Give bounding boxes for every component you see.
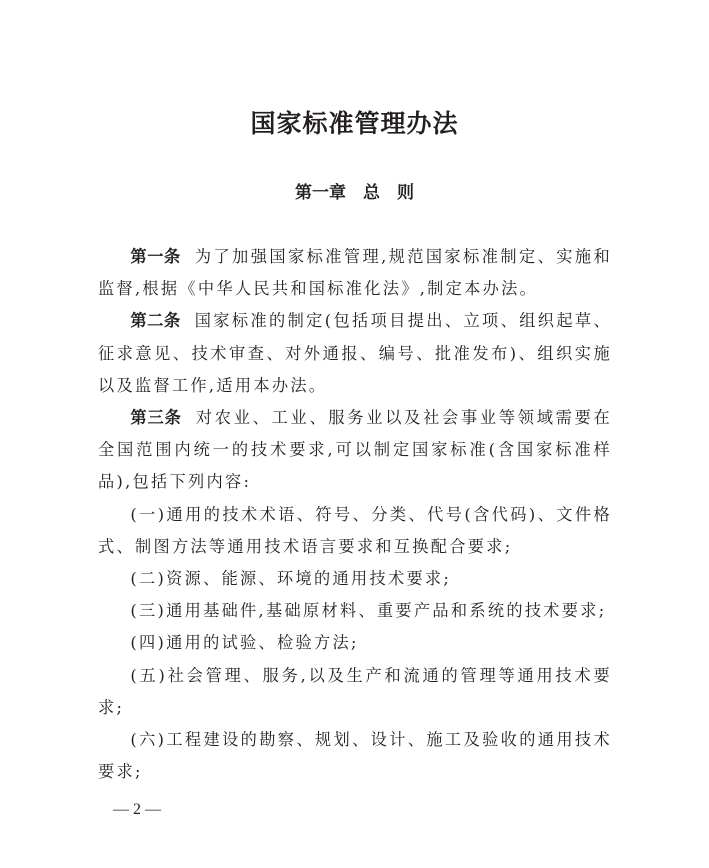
page-number: — 2 — [113, 801, 161, 818]
page-title: 国家标准管理办法 [250, 109, 459, 138]
list-item: (一)通用的技术术语、符号、分类、代号(含代码)、文件格式、制图方法等通用技术语言要求和互换配合要求; [98, 504, 612, 556]
list-item: (五)社会管理、服务,以及生产和流通的管理等通用技术要求; [98, 665, 612, 717]
article-1 [98, 241, 612, 305]
article-label: 第一条 [130, 247, 181, 266]
list-item: (二)资源、能源、环境的通用技术要求; [130, 569, 452, 589]
list-item: (六)工程建设的勘察、规划、设计、施工及验收的通用技术要求; [98, 730, 612, 782]
article-label: 第三条 [130, 408, 182, 428]
list-item: (四)通用的试验、检验方法; [130, 633, 359, 653]
article-label: 第二条 [130, 311, 181, 331]
chapter-title: 第一章 总 则 [295, 183, 414, 203]
article-3 [98, 402, 612, 499]
list-item: (三)通用基础件,基础原材料、重要产品和系统的技术要求; [130, 601, 607, 621]
article-text: 对农业、工业、服务业以及社会事业等领域需要在全国范围内统一的技术要求,可以制定国家标准(含国家标准样品),包括下列内容: [98, 408, 612, 492]
document-body [98, 241, 612, 788]
article-text: 为了加强国家标准管理,规范国家标准制定、实施和监督,根据《中华人民共和国标准化法》,制定本办法。 [98, 247, 612, 299]
article-2 [98, 305, 612, 402]
article-text: 国家标准的制定(包括项目提出、立项、组织起草、征求意见、技术审查、对外通报、编号、批准发布)、组织实施以及监督工作,适用本办法。 [98, 311, 612, 395]
